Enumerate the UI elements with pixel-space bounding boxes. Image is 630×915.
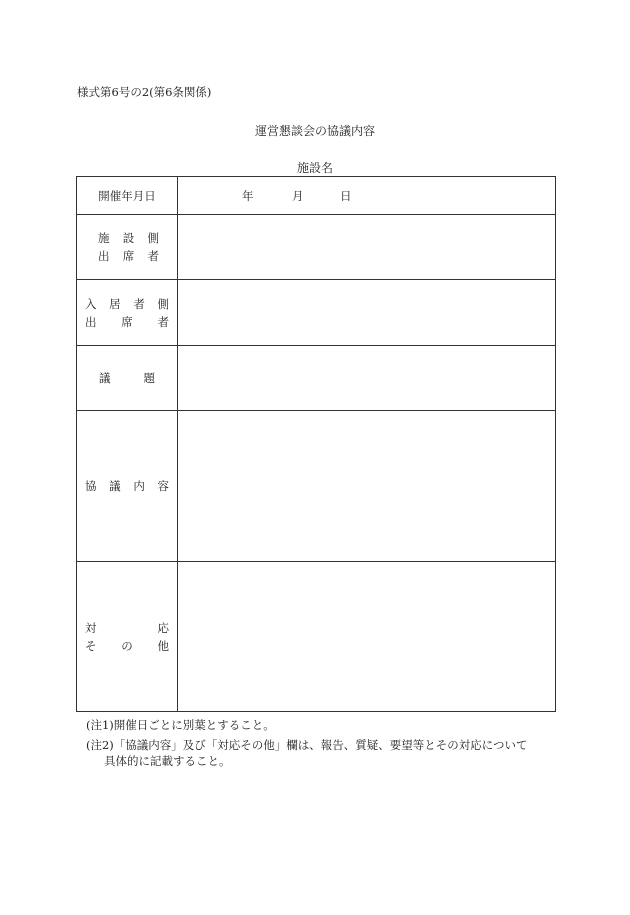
agenda-label: 議 題	[99, 371, 155, 385]
agenda-cell[interactable]	[178, 346, 556, 411]
response-label-cell	[77, 562, 178, 712]
date-value-cell[interactable]	[178, 177, 556, 215]
response-other-cell[interactable]	[178, 562, 556, 712]
document-title: 運営懇談会の協議内容	[254, 124, 375, 138]
facility-side-label-cell	[77, 215, 178, 280]
agenda-label-cell	[77, 346, 178, 411]
discussion-label: 協 議 内 容	[85, 479, 169, 493]
facility-name-label: 施設名	[296, 161, 333, 175]
resident-side-row	[77, 280, 556, 346]
facility-side-row	[77, 215, 556, 280]
resident-side-attendees-cell[interactable]	[178, 280, 556, 346]
response-label-line2: そ の 他	[85, 638, 169, 653]
discussion-content-cell[interactable]	[178, 411, 556, 562]
facility-side-attendees-cell[interactable]	[178, 215, 556, 280]
resident-side-label-line1: 入 居 者 側	[85, 296, 169, 311]
form-number: 様式第6号の2(第6条関係)	[77, 85, 212, 99]
response-label-line1: 対 応	[85, 620, 169, 635]
facility-side-label-line1: 施 設 側	[98, 231, 159, 245]
date-label-cell	[77, 177, 178, 215]
meeting-form-table	[76, 176, 556, 712]
date-row	[77, 177, 556, 215]
note-2-continued: 具体的に記載すること。	[104, 754, 231, 768]
discussion-label-cell	[77, 411, 178, 562]
day-label: 日	[340, 189, 352, 203]
resident-side-label-line2: 出 席 者	[85, 314, 169, 329]
date-label: 開催年月日	[98, 188, 156, 203]
discussion-row	[77, 411, 556, 562]
agenda-row	[77, 346, 556, 411]
note-2: (注2)「協議内容」及び「対応その他」欄は、報告、質疑、要望等とその対応について	[86, 738, 528, 752]
year-label: 年	[242, 189, 254, 203]
facility-side-label-line2: 出 席 者	[98, 249, 159, 263]
month-label: 月	[292, 189, 304, 203]
note-1: (注1)開催日ごとに別葉とすること。	[86, 718, 275, 732]
resident-side-label-cell	[77, 280, 178, 346]
response-row	[77, 562, 556, 712]
